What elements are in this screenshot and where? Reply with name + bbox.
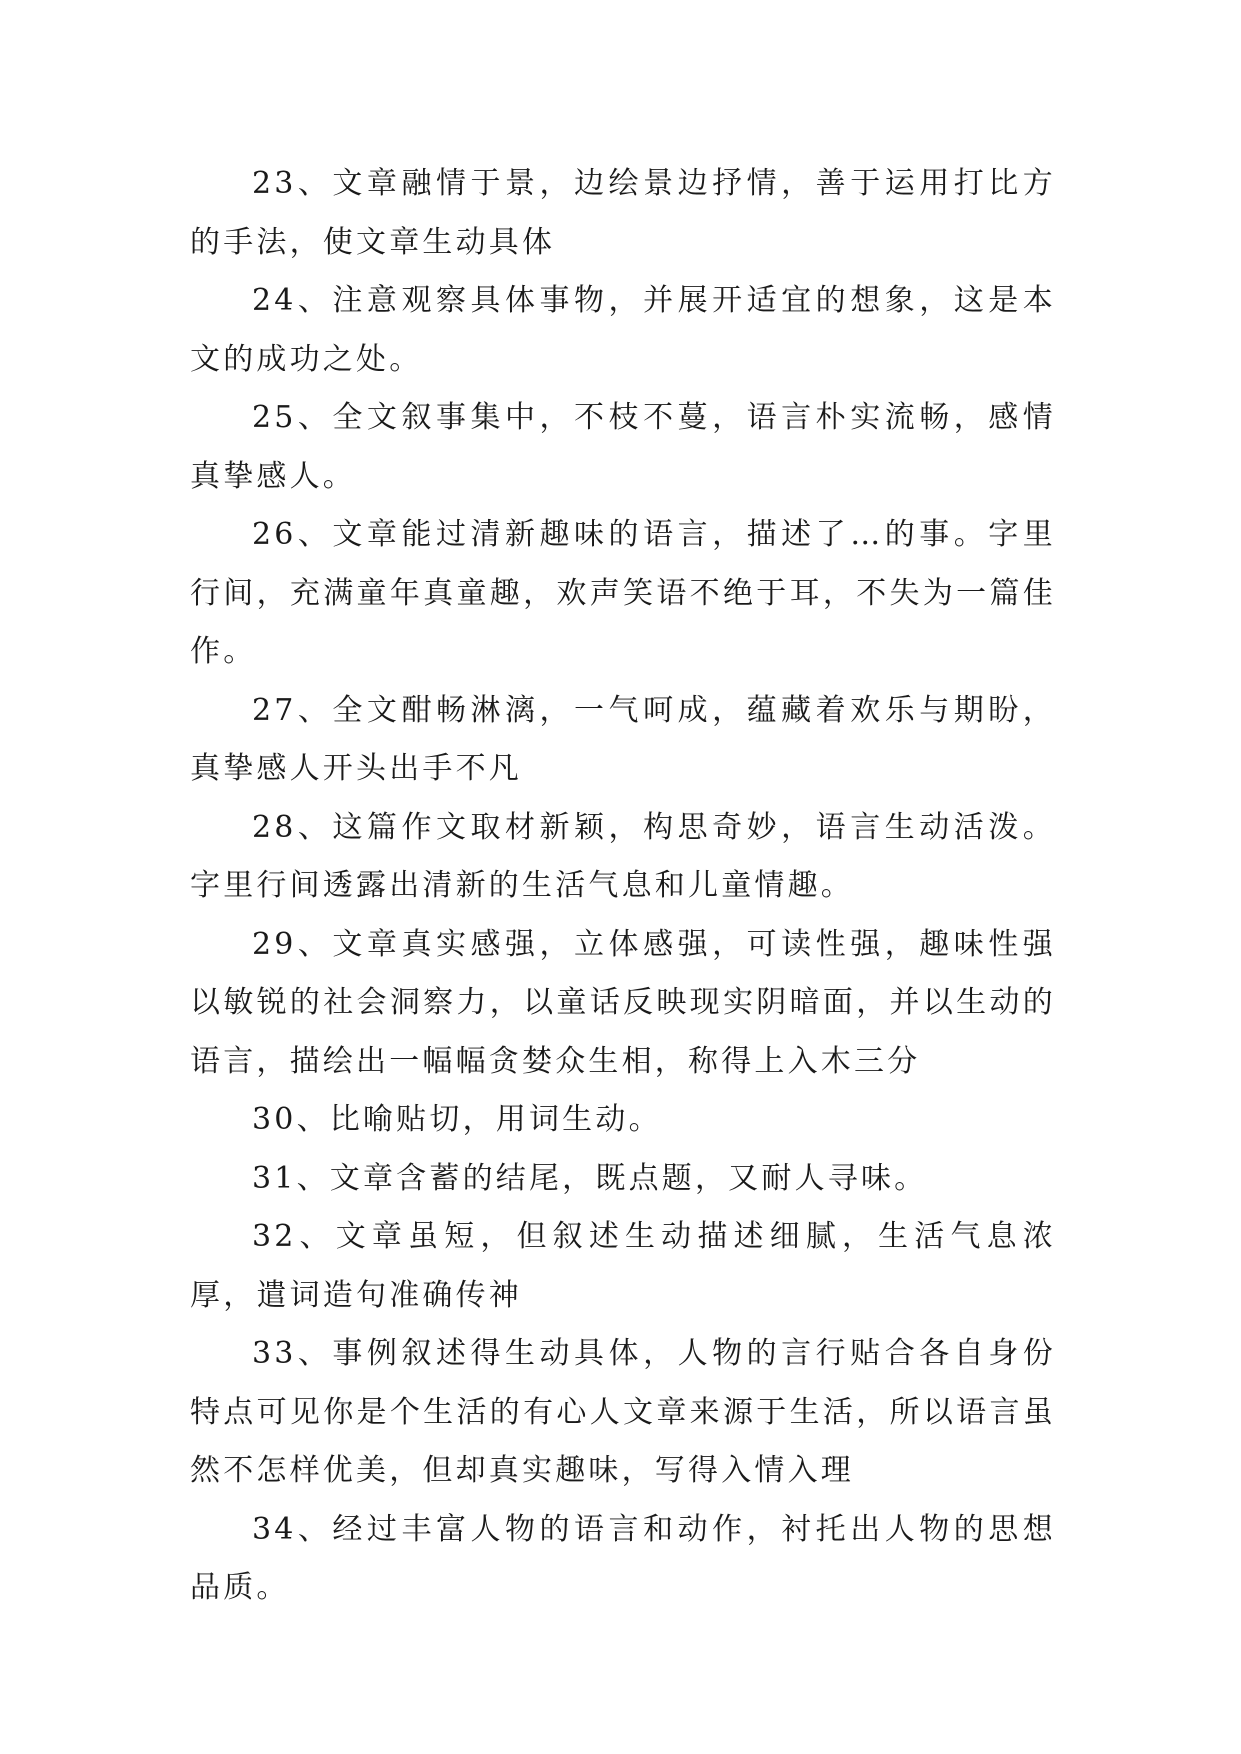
paragraph-34: 34、经过丰富人物的语言和动作，衬托出人物的思想品质。 xyxy=(190,1511,1056,1605)
paragraph-28: 28、这篇作文取材新颖，构思奇妙，语言生动活泼。字里行间透露出清新的生活气息和儿童情趣。 xyxy=(190,809,1056,903)
paragraph-31: 31、文章含蓄的结尾，既点题，又耐人寻味。 xyxy=(252,1160,928,1196)
paragraph-24: 24、注意观察具体事物，并展开适宜的想象，这是本文的成功之处。 xyxy=(190,283,1056,377)
paragraph-32: 32、文章虽短，但叙述生动描述细腻，生活气息浓厚，遣词造句准确传神 xyxy=(190,1219,1056,1313)
paragraph-25: 25、全文叙事集中，不枝不蔓，语言朴实流畅，感情真挚感人。 xyxy=(190,400,1056,494)
paragraph-33: 33、事例叙述得生动具体，人物的言行贴合各自身份特点可见你是个生活的有心人文章来源于生活，所以语言虽然不怎样优美，但却真实趣味，写得入情入理 xyxy=(190,1336,1056,1488)
paragraph-27: 27、全文酣畅淋漓，一气呵成，蕴藏着欢乐与期盼，真挚感人开头出手不凡 xyxy=(190,692,1056,786)
paragraph-29: 29、文章真实感强，立体感强，可读性强，趣味性强以敏锐的社会洞察力，以童话反映现实阴暗面，并以生动的语言，描绘出一幅幅贪婪众生相，称得上入木三分 xyxy=(190,926,1056,1079)
paragraph-30: 30、比喻贴切，用词生动。 xyxy=(252,1102,662,1137)
document-body xyxy=(190,155,1056,1618)
paragraph-26: 26、文章能过清新趣味的语言，描述了…的事。字里行间，充满童年真童趣，欢声笑语不绝于耳，不失为一篇佳作。 xyxy=(190,517,1056,669)
paragraph-23: 23、文章融情于景，边绘景边抒情，善于运用打比方的手法，使文章生动具体 xyxy=(190,166,1056,260)
